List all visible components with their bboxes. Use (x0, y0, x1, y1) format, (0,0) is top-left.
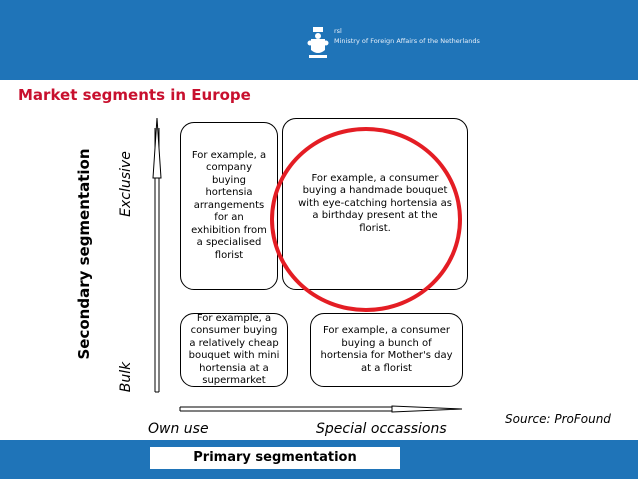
axis-right-label: Special occassions (316, 421, 447, 437)
segment-text: For example, a consumer buying a bunch of hortensia for Mother's day at a florist (320, 325, 453, 374)
segment-box-bulk-special (310, 313, 463, 387)
horizontal-axis-arrow (180, 406, 462, 412)
header-org-line1: rsl (334, 27, 342, 35)
axis-top-label: Exclusive (118, 151, 134, 217)
page-title: Market segments in Europe (18, 86, 251, 104)
axis-left-label: Own use (148, 421, 209, 437)
segment-text: For example, a consumer buying a relatively cheap bouquet with mini hortensia at a supermarket (188, 312, 280, 386)
highlight-circle (270, 127, 462, 312)
segment-text: For example, a consumer buying a handmade bouquet with eye-catching hortensia as a birthday present at the florist. (298, 172, 452, 234)
vertical-axis-arrow (153, 118, 161, 392)
segment-text: For example, a company buying hortensia arrangements for an exhibition from a specialised florist (191, 149, 267, 261)
header-org-line2: Ministry of Foreign Affairs of the Netherlands (334, 37, 480, 45)
segment-box-exclusive-own-use (180, 122, 278, 290)
secondary-axis-label: Secondary segmentation (75, 148, 93, 360)
segment-box-bulk-own-use (180, 313, 288, 387)
primary-axis-label: Primary segmentation (150, 447, 400, 469)
axis-bottom-label: Bulk (118, 361, 134, 393)
source-note: Source: ProFound (505, 412, 611, 426)
